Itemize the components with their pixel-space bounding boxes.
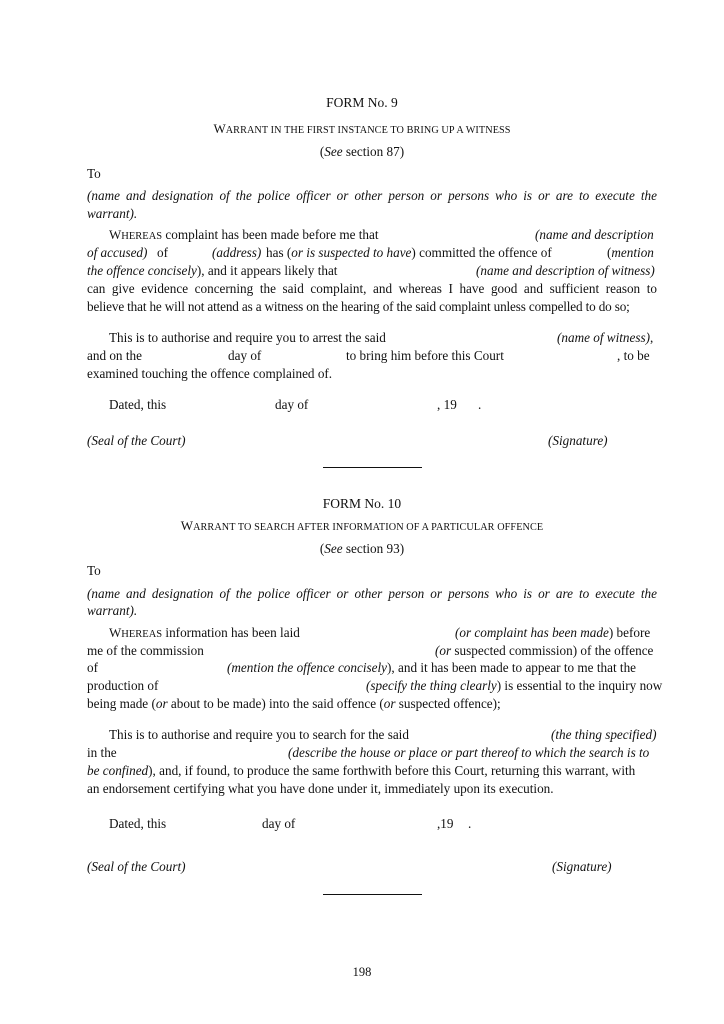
form10-para1-complaint-wrap: [455, 626, 650, 639]
form10-see-word: See: [324, 541, 343, 556]
form9-para1-of: of: [157, 245, 168, 260]
form10-para1-or-b: or: [383, 696, 396, 711]
form10-para1-or-a: or: [155, 696, 168, 711]
form10-para1-line5: [87, 697, 501, 710]
form10-para2-thing: (the thing specified): [551, 727, 657, 742]
form9-para2-line1: This is to authorise and require you to arrest the said: [109, 330, 386, 345]
form9-para2-witness-wrap: [557, 331, 653, 344]
form9-para1-committed: ) committed the offence of: [411, 245, 552, 260]
form9-period: .: [478, 397, 482, 412]
form10-see-section: section 93): [342, 541, 405, 556]
form10-period: .: [468, 816, 472, 831]
form9-para1-line1: [109, 228, 379, 243]
form9-para1-concisely: the offence concisely: [87, 263, 197, 278]
form9-para1-accused-desc: (name and description: [535, 227, 654, 242]
form10-title: FORM No. 10: [322, 496, 402, 511]
form9-seal: (Seal of the Court): [87, 433, 186, 448]
form9-para1-appears: ), and it appears likely that: [196, 263, 338, 278]
page-number: 198: [352, 965, 372, 979]
form10-seal: (Seal of the Court): [87, 859, 186, 874]
form9-dated: Dated, this: [109, 397, 167, 412]
form9-para1-line4: can give evidence concerning the said complaint, and whereas I have good and sufficient reason to: [87, 281, 657, 296]
form10-para2-line3: [87, 764, 635, 777]
form9-para2-day-of: day of: [228, 348, 262, 363]
form10-para2-in-the: in the: [87, 745, 117, 760]
form10-para2-describe: (describe the house or place or part thereof to which the search is to: [288, 745, 650, 760]
form10-para1-line1: [109, 626, 300, 641]
form10-para1-production: production of: [87, 678, 159, 693]
form10-para1-about: about to be made) into the said offence (: [167, 696, 384, 711]
form9-see-word: See: [324, 144, 343, 159]
form9-day-of: day of: [275, 397, 309, 412]
form9-para2-line3: examined touching the offence complained of.: [87, 366, 333, 381]
form9-subtitle-initial: W: [213, 121, 226, 136]
form9-see-open: (: [319, 144, 325, 159]
form10-para1-suspected-wrap: [435, 644, 653, 657]
form9-para1-address: (address): [212, 245, 262, 260]
form10-para2-confined: be confined: [87, 763, 149, 778]
form10-para1-before: ) before: [608, 625, 651, 640]
form9-para1-mention-wrap: (mention: [607, 245, 654, 260]
form9-para1-text-a: complaint has been made before me that: [162, 227, 379, 242]
form9-to: To: [87, 166, 101, 181]
form10-para1-concisely: (mention the offence concisely: [227, 660, 388, 675]
form9-addressee-line2: warrant).: [87, 206, 138, 221]
form10-para1-of: of: [87, 660, 98, 675]
form9-see-section: section 87): [342, 144, 405, 159]
form9-para1-witness-desc-wrap: [476, 264, 655, 277]
form10-para2-found: ), and, if found, to produce the same forthwith before this Court, returning this warrant, with: [148, 763, 636, 778]
form9-whereas-rest: HEREAS: [121, 231, 163, 242]
form10-see-open: (: [319, 541, 325, 556]
form10-para1-text-a: information has been laid: [162, 625, 300, 640]
form10-section-ref: [0, 542, 724, 555]
form10-subtitle-initial: W: [180, 518, 194, 533]
form10-subtitle: [0, 519, 724, 533]
form10-para1-or: (or: [435, 643, 452, 658]
form10-para1-specify: (specify the thing clearly: [366, 678, 497, 693]
form10-separator: [323, 894, 422, 895]
form10-addressee-line1: (name and designation of the police officer or other person or persons who is or are to execute the: [87, 586, 657, 601]
form10-para1-line3: [227, 661, 636, 674]
form10-para1-line4: [366, 679, 662, 692]
form9-para1-line3: [87, 264, 337, 277]
form10-para1-suspected: suspected commission) of the offence: [451, 643, 654, 658]
form9-para2-bring: to bring him before this Court: [346, 348, 504, 363]
form9-year: , 19: [437, 397, 457, 412]
form9-para1-has: has (: [266, 245, 292, 260]
form10-para1-suspected-offence: suspected offence);: [395, 696, 501, 711]
form9-para2-and-on: and on the: [87, 348, 142, 363]
form10-para1-commission: me of the commission: [87, 643, 204, 658]
form9-para1-line5: believe that he will not attend as a witness on the hearing of the said complaint unless compelled to do so;: [87, 299, 630, 314]
form9-subtitle-rest: ARRANT IN THE FIRST INSTANCE TO BRING UP A WITNESS: [225, 125, 511, 136]
form10-addressee-line2: warrant).: [87, 603, 138, 618]
form9-para1-suspected: or is suspected to have: [291, 245, 412, 260]
form10-dated: Dated, this: [109, 816, 167, 831]
form9-subtitle: [0, 122, 724, 136]
form9-separator: [323, 467, 422, 468]
form10-whereas-initial: W: [109, 625, 122, 640]
form9-signature: (Signature): [548, 433, 608, 448]
form10-signature: (Signature): [552, 859, 612, 874]
form9-title: FORM No. 9: [326, 95, 398, 110]
form10-day-of: day of: [262, 816, 296, 831]
form9-para2-witness: (name of witness): [557, 330, 651, 345]
form9-section-ref: [0, 145, 724, 158]
form10-para2-line1: This is to authorise and require you to search for the said: [109, 727, 409, 742]
form9-whereas-initial: W: [109, 227, 122, 242]
form9-para1-of-accused: of accused): [87, 245, 148, 260]
form10-para1-appear: ), and it has been made to appear to me that the: [387, 660, 637, 675]
form10-whereas-rest: HEREAS: [121, 629, 163, 640]
form9-para1-mention: mention: [611, 245, 654, 260]
form9-para2-to-be: , to be: [617, 348, 650, 363]
form10-para1-being: being made (: [87, 696, 156, 711]
form9-addressee-line1: (name and designation of the police officer or other person or persons who is or are to execute the: [87, 188, 657, 203]
form10-year: ,19: [437, 816, 454, 831]
form9-para1-witness-desc: (name and description of witness): [476, 263, 655, 278]
form10-subtitle-rest: ARRANT TO SEARCH AFTER INFORMATION OF A PARTICULAR OFFENCE: [193, 522, 544, 533]
form10-para1-essential: ) is essential to the inquiry now: [496, 678, 663, 693]
form10-para1-complaint: (or complaint has been made: [455, 625, 609, 640]
form10-para2-line4: an endorsement certifying what you have done under it, immediately upon its execution.: [87, 781, 554, 796]
form9-para1-line2: [266, 246, 552, 259]
form9-para2-comma: ,: [650, 330, 654, 345]
form10-to: To: [87, 563, 101, 578]
